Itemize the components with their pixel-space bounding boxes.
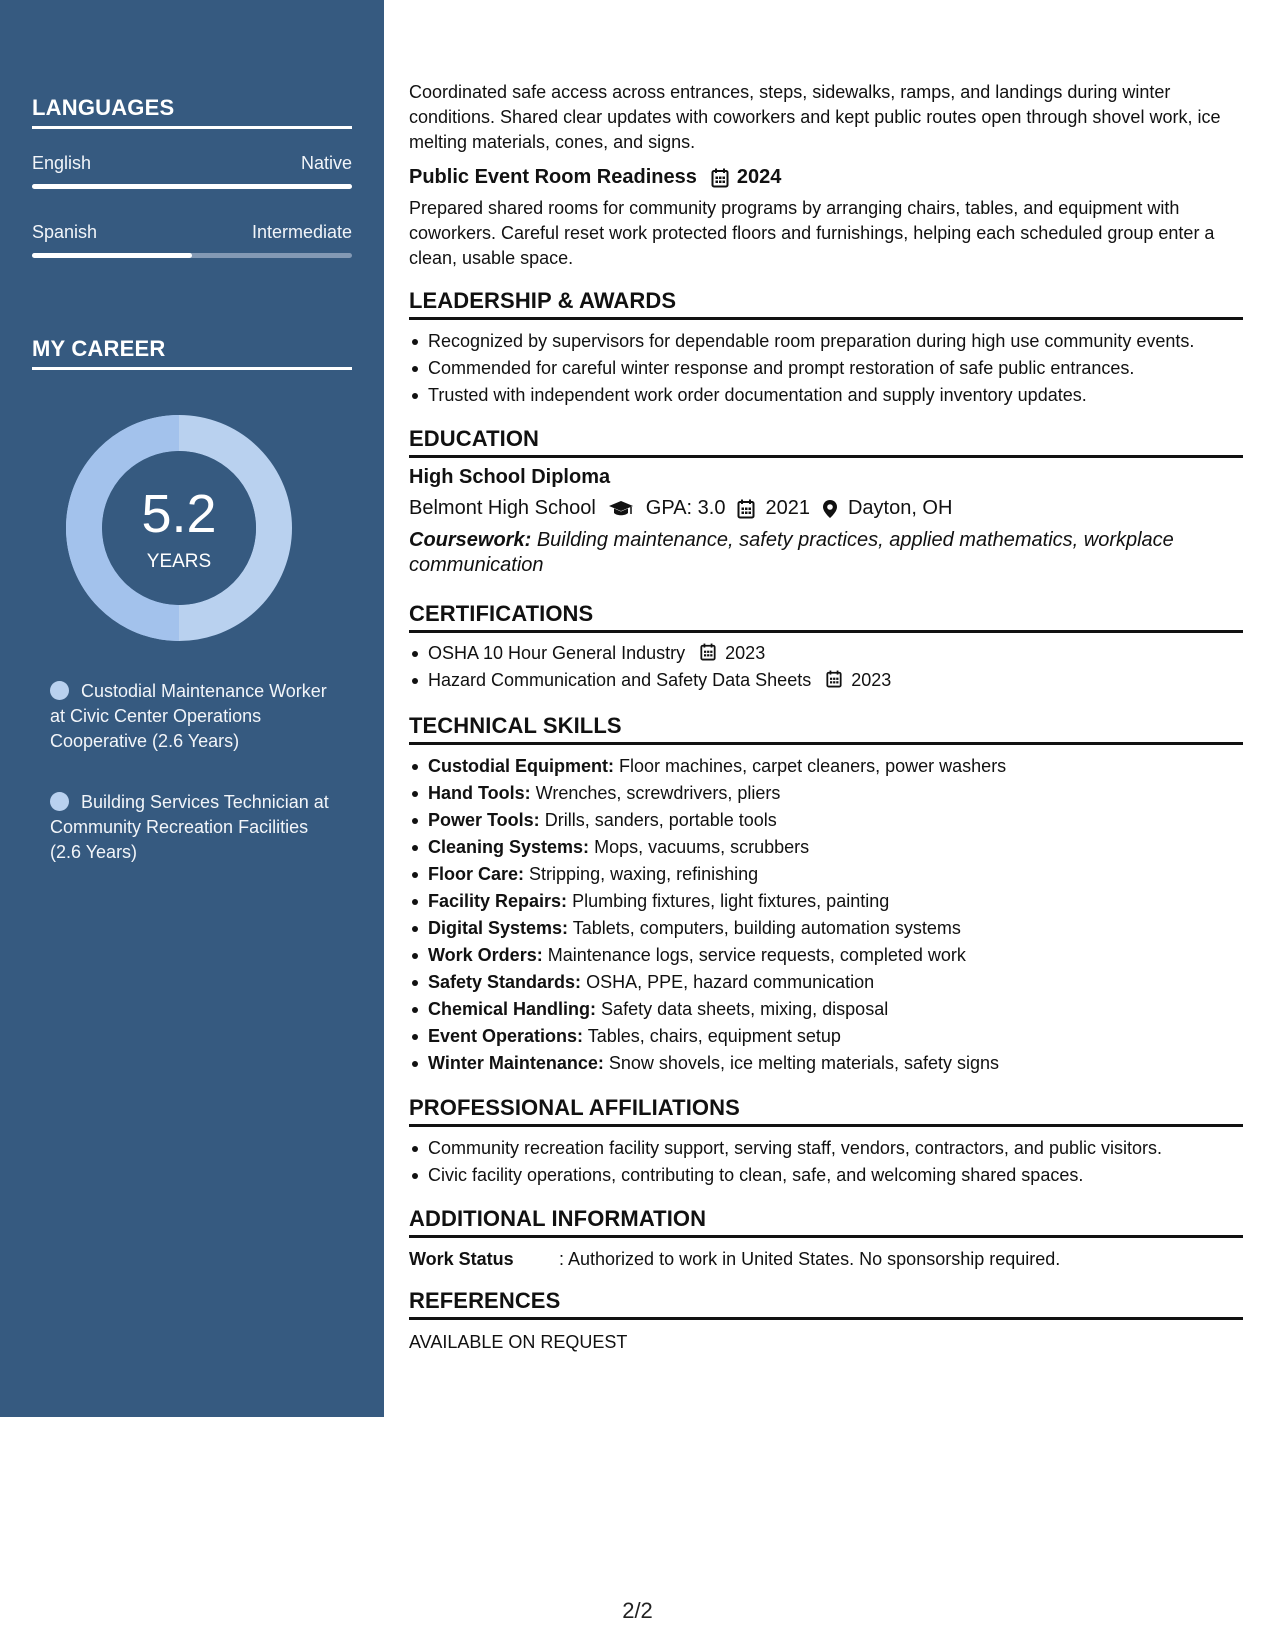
skill-label: Facility Repairs: <box>428 891 568 911</box>
coursework-label: Coursework: <box>409 529 532 551</box>
school-location: Dayton, OH <box>847 497 953 519</box>
list-item <box>409 1023 1243 1050</box>
work-status-label: Work Status <box>409 1249 514 1269</box>
list-item <box>409 807 1243 834</box>
language-name: English <box>32 153 92 173</box>
list-item <box>409 996 1243 1023</box>
language-row-english <box>32 153 352 174</box>
skill-label: Safety Standards: <box>428 972 582 992</box>
skill-value: Stripping, waxing, refinishing <box>529 864 759 884</box>
graduation-cap-icon <box>608 500 634 518</box>
list-item: Recognized by supervisors for dependable room preparation during high use community events. <box>409 328 1243 355</box>
list-item <box>409 753 1243 780</box>
leadership-list <box>409 328 1243 409</box>
skill-value: Snow shovels, ice melting materials, safety signs <box>608 1053 1000 1073</box>
references-divider <box>409 1317 1243 1320</box>
career-divider <box>32 367 352 370</box>
career-item-text: Building Services Technician at Community Recreation Facilities (2.6 Years) <box>50 792 329 862</box>
skill-label: Power Tools: <box>428 810 540 830</box>
project-description: Prepared shared rooms for community programs by arranging chairs, tables, and equipment with coworkers. Careful reset work protected floors and furnishings, helping each scheduled group enter a clean, usable space. <box>409 198 1215 268</box>
career-item-text: Custodial Maintenance Worker at Civic Center Operations Cooperative (2.6 Years) <box>50 681 327 751</box>
skill-label: Floor Care: <box>428 864 525 884</box>
skill-value: Tablets, computers, building automation systems <box>572 918 961 938</box>
calendar-icon <box>826 670 842 688</box>
list-item: Trusted with independent work order documentation and supply inventory updates. <box>409 382 1243 409</box>
education-details <box>409 497 952 520</box>
skill-label: Chemical Handling: <box>428 999 597 1019</box>
references-heading: REFERENCES <box>409 1288 561 1313</box>
language-level: Intermediate <box>251 222 352 242</box>
page-number: 2/2 <box>622 1598 653 1623</box>
skill-value: OSHA, PPE, hazard communication <box>586 972 875 992</box>
leadership-divider <box>409 317 1243 320</box>
career-dot-icon <box>50 792 69 811</box>
list-item <box>409 1050 1243 1077</box>
skill-value: Drills, sanders, portable tools <box>544 810 777 830</box>
language-level: Native <box>300 153 352 173</box>
affiliations-heading: PROFESSIONAL AFFILIATIONS <box>409 1095 740 1120</box>
skill-value: Plumbing fixtures, light fixtures, painting <box>572 891 890 911</box>
project-title: Public Event Room Readiness <box>409 166 697 188</box>
certifications-list <box>409 640 1243 694</box>
list-item <box>409 969 1243 996</box>
calendar-icon <box>737 499 755 519</box>
career-item <box>50 790 340 865</box>
skill-value: Floor machines, carpet cleaners, power washers <box>619 756 1007 776</box>
degree-title: High School Diploma <box>409 466 611 488</box>
career-years-label: YEARS <box>146 551 212 572</box>
leadership-heading: LEADERSHIP & AWARDS <box>409 288 677 313</box>
skill-value: Mops, vacuums, scrubbers <box>594 837 810 857</box>
certification-year: 2023 <box>851 670 892 690</box>
language-name: Spanish <box>32 222 98 242</box>
language-bar-spanish <box>32 253 352 258</box>
list-item <box>409 834 1243 861</box>
skill-label: Winter Maintenance: <box>428 1053 604 1073</box>
languages-heading: LANGUAGES <box>32 95 175 120</box>
languages-divider <box>32 126 352 129</box>
list-item: Commended for careful winter response and prompt restoration of safe public entrances. <box>409 355 1243 382</box>
skills-heading: TECHNICAL SKILLS <box>409 713 622 738</box>
skills-list <box>409 753 1243 1077</box>
certification-year: 2023 <box>725 643 766 663</box>
skill-label: Custodial Equipment: <box>428 756 614 776</box>
list-item <box>409 942 1243 969</box>
certification-name: Hazard Communication and Safety Data Sheets <box>428 670 812 690</box>
location-pin-icon <box>822 499 838 519</box>
skill-label: Cleaning Systems: <box>428 837 590 857</box>
school-name: Belmont High School <box>409 497 596 519</box>
certification-name: OSHA 10 Hour General Industry <box>428 643 686 663</box>
skills-divider <box>409 742 1243 745</box>
skill-value: Safety data sheets, mixing, disposal <box>601 999 889 1019</box>
calendar-icon <box>700 643 716 661</box>
education-divider <box>409 455 1243 458</box>
work-status-value: : Authorized to work in United States. No sponsorship required. <box>559 1249 1061 1269</box>
list-item <box>409 861 1243 888</box>
additional-info-heading: ADDITIONAL INFORMATION <box>409 1206 707 1231</box>
language-bar-english <box>32 184 352 189</box>
references-text: AVAILABLE ON REQUEST <box>409 1332 628 1352</box>
education-heading: EDUCATION <box>409 426 540 451</box>
work-status-row <box>409 1249 1060 1270</box>
coursework <box>409 528 1243 578</box>
coursework-text: Building maintenance, safety practices, applied mathematics, workplace communication <box>409 529 1174 576</box>
skill-label: Hand Tools: <box>428 783 531 803</box>
calendar-icon <box>711 168 729 188</box>
skill-label: Event Operations: <box>428 1026 584 1046</box>
career-donut-chart <box>66 415 292 641</box>
affiliations-list <box>409 1135 1243 1189</box>
skill-value: Tables, chairs, equipment setup <box>587 1026 841 1046</box>
intro-paragraph: Coordinated safe access across entrances, steps, sidewalks, ramps, and landings during winter conditions. Shared clear updates with coworkers and kept public routes open through shovel work, ice melting materials, cones, and signs. <box>409 82 1221 152</box>
additional-info-divider <box>409 1235 1243 1238</box>
donut-center <box>66 415 292 641</box>
gpa: GPA: 3.0 <box>645 497 726 519</box>
language-bar-fill <box>32 253 192 258</box>
skill-value: Maintenance logs, service requests, completed work <box>547 945 966 965</box>
language-row-spanish <box>32 222 352 243</box>
list-item <box>409 888 1243 915</box>
list-item <box>409 640 1243 667</box>
project-title-row <box>409 166 781 189</box>
project-year: 2024 <box>736 166 782 188</box>
sidebar <box>0 0 384 1417</box>
list-item: Civic facility operations, contributing to clean, safe, and welcoming shared spaces. <box>409 1162 1243 1189</box>
graduation-year: 2021 <box>765 497 810 519</box>
career-item <box>50 679 340 754</box>
certifications-heading: CERTIFICATIONS <box>409 601 594 626</box>
list-item <box>409 915 1243 942</box>
skill-label: Work Orders: <box>428 945 543 965</box>
career-years-value: 5.2 <box>141 484 217 544</box>
list-item <box>409 780 1243 807</box>
list-item: Community recreation facility support, serving staff, vendors, contractors, and public visitors. <box>409 1135 1243 1162</box>
list-item <box>409 667 1243 694</box>
skill-value: Wrenches, screwdrivers, pliers <box>535 783 781 803</box>
skill-label: Digital Systems: <box>428 918 569 938</box>
certifications-divider <box>409 630 1243 633</box>
language-bar-fill <box>32 184 352 189</box>
career-heading: MY CAREER <box>32 336 166 361</box>
affiliations-divider <box>409 1124 1243 1127</box>
career-dot-icon <box>50 681 69 700</box>
